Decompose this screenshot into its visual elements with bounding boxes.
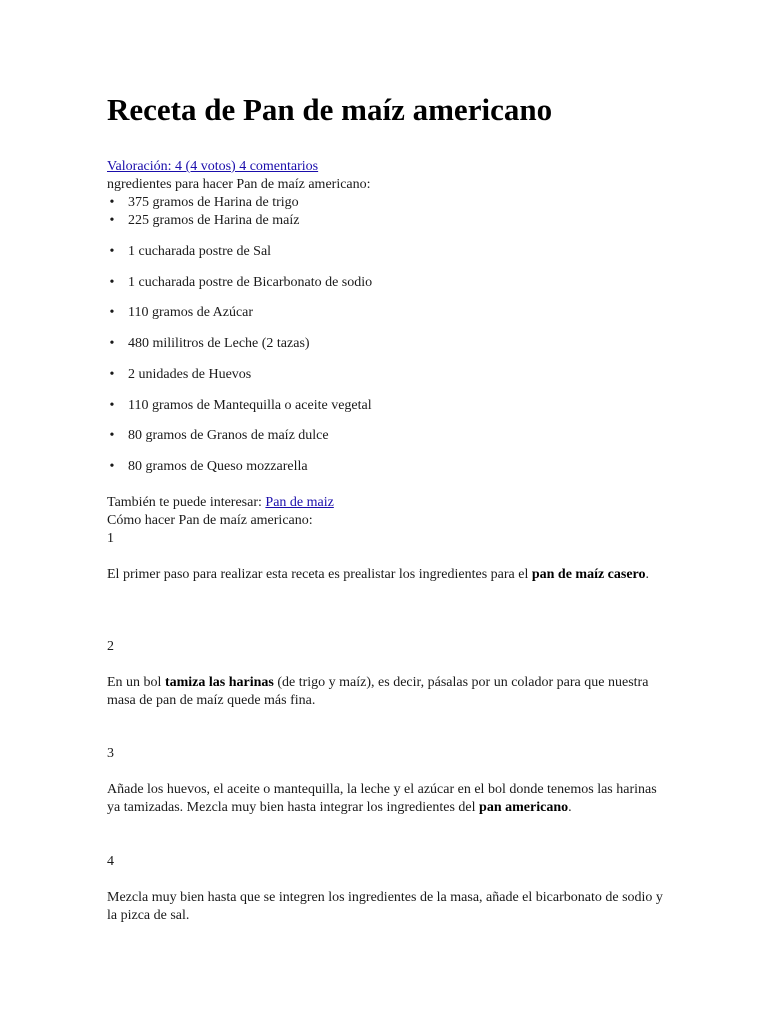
ingredient-text: 225 gramos de Harina de maíz bbox=[128, 213, 300, 228]
ingredient-text: 80 gramos de Queso mozzarella bbox=[128, 459, 308, 474]
list-item bbox=[109, 304, 254, 322]
step-text-part: . bbox=[645, 567, 650, 582]
pan-de-maiz-link[interactable]: Pan de maiz bbox=[265, 495, 334, 510]
step-number: 4 bbox=[107, 854, 114, 869]
bullet-icon: • bbox=[109, 213, 115, 228]
bullet-icon: • bbox=[109, 275, 115, 290]
list-item bbox=[109, 335, 310, 353]
list-item bbox=[109, 366, 252, 384]
step-text bbox=[107, 674, 667, 710]
ingredient-text: 375 gramos de Harina de trigo bbox=[128, 195, 299, 210]
page-title: Receta de Pan de maíz americano bbox=[107, 92, 553, 127]
also-interest-line bbox=[107, 494, 334, 512]
list-item bbox=[109, 427, 329, 445]
ingredient-text: 1 cucharada postre de Sal bbox=[128, 244, 272, 259]
list-item bbox=[109, 274, 373, 292]
step-text-part: Añade los huevos, el aceite o mantequilla, la leche y el azúcar en el bol donde tenemos las harinas ya tamizadas. Mezcla muy bien hasta integrar los ingredientes del bbox=[107, 782, 657, 815]
list-item bbox=[109, 458, 308, 476]
list-item bbox=[109, 212, 300, 230]
bullet-icon: • bbox=[109, 305, 115, 320]
step-text-part: Mezcla muy bien hasta que se integren los ingredientes de la masa, añade el bicarbonato de sodio y la pizca de sal. bbox=[107, 890, 663, 923]
step-text-part: (de trigo y maíz), es decir, pásalas por un colador para que nuestra masa de pan de maíz quede más fina. bbox=[107, 675, 649, 708]
bullet-icon: • bbox=[109, 195, 115, 210]
rating-link[interactable]: Valoración: 4 (4 votos) 4 comentarios bbox=[107, 159, 319, 174]
ingredient-text: 110 gramos de Mantequilla o aceite vegetal bbox=[128, 398, 372, 413]
ingredient-text: 2 unidades de Huevos bbox=[128, 367, 252, 382]
step-bold-text: pan americano bbox=[479, 800, 569, 815]
bullet-icon: • bbox=[109, 428, 115, 443]
step-text bbox=[107, 566, 667, 584]
rating-line bbox=[107, 158, 318, 176]
how-heading: Cómo hacer Pan de maíz americano: bbox=[107, 513, 313, 528]
step-text-part: En un bol bbox=[107, 675, 165, 690]
step-text bbox=[107, 781, 667, 817]
bullet-icon: • bbox=[109, 459, 115, 474]
step-bold-text: tamiza las harinas bbox=[164, 675, 274, 690]
bullet-icon: • bbox=[109, 398, 115, 413]
step-text bbox=[107, 889, 667, 925]
list-item bbox=[109, 194, 299, 212]
list-item bbox=[109, 397, 372, 415]
ingredient-text: 110 gramos de Azúcar bbox=[128, 305, 254, 320]
list-item bbox=[109, 243, 272, 261]
step-number: 3 bbox=[107, 746, 114, 761]
also-interest-prefix: También te puede interesar: bbox=[107, 495, 266, 510]
ingredients-heading: ngredientes para hacer Pan de maíz americano: bbox=[107, 177, 371, 192]
bullet-icon: • bbox=[109, 367, 115, 382]
step-number: 2 bbox=[107, 639, 114, 654]
bullet-icon: • bbox=[109, 336, 115, 351]
step-number: 1 bbox=[107, 531, 114, 546]
ingredient-text: 480 mililitros de Leche (2 tazas) bbox=[128, 336, 310, 351]
ingredient-text: 1 cucharada postre de Bicarbonato de sodio bbox=[128, 275, 373, 290]
step-bold-text: pan de maíz casero bbox=[531, 567, 646, 582]
ingredient-text: 80 gramos de Granos de maíz dulce bbox=[128, 428, 329, 443]
step-text-part: . bbox=[568, 800, 572, 815]
step-text-part: El primer paso para realizar esta receta es prealistar los ingredientes para el bbox=[107, 567, 532, 582]
bullet-icon: • bbox=[109, 244, 115, 259]
